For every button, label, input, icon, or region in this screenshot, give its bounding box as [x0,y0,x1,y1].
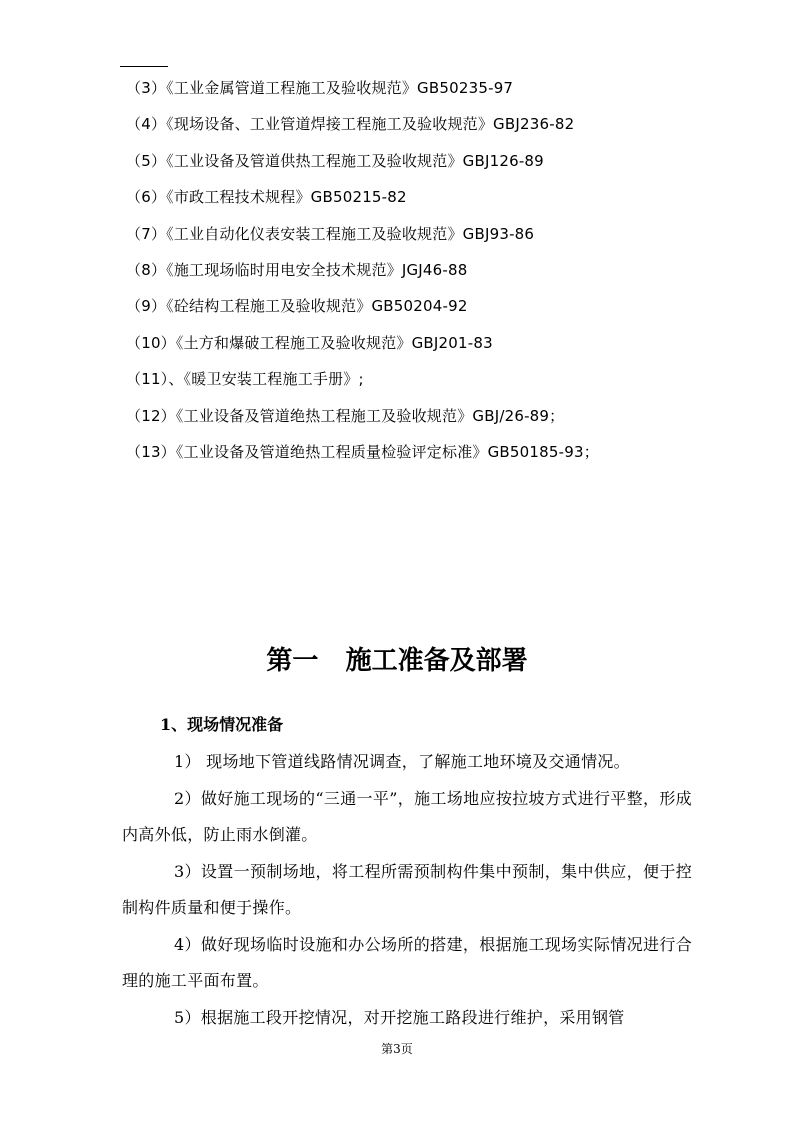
paragraph: 4）做好现场临时设施和办公场所的搭建，根据施工现场实际情况进行合理的施工平面布置。 [122,935,692,990]
page-number: 第3页 [381,1042,413,1056]
section-heading: 1、现场情况准备 [160,715,284,734]
reference-list [126,70,599,470]
reference-item: （4）《现场设备、工业管道焊接工程施工及验收规范》GBJ236-82 [126,115,575,134]
top-rule [120,66,168,67]
reference-item: （5）《工业设备及管道供热工程施工及验收规范》GBJ126-89 [126,151,544,170]
paragraph: 3）设置一预制场地，将工程所需预制构件集中预制，集中供应，便于控制构件质量和便于操作。 [122,862,692,917]
paragraph: 5）根据施工段开挖情况，对开挖施工路段进行维护，采用钢管 [174,1008,625,1027]
reference-item: （6）《市政工程技术规程》GB50215-82 [126,188,407,207]
reference-item: （8）《施工现场临时用电安全技术规范》JGJ46-88 [126,260,468,279]
reference-item: （3）《工业金属管道工程施工及验收规范》GB50235-97 [126,79,514,97]
paragraph: 1） 现场地下管道线路情况调查，了解施工地环境及交通情况。 [174,752,630,771]
reference-item: （7）《工业自动化仪表安装工程施工及验收规范》GBJ93-86 [126,224,535,243]
reference-item: （9）《砼结构工程施工及验收规范》GB50204-92 [126,297,468,316]
reference-item: （11）、《暖卫安装工程施工手册》; [126,370,364,389]
reference-item: （10）《土方和爆破工程施工及验收规范》GBJ201-83 [126,333,493,352]
chapter-title: 第一 施工准备及部署 [266,646,528,676]
reference-item: （12）《工业设备及管道绝热工程施工及验收规范》GBJ/26-89； [126,406,565,425]
paragraph: 2）做好施工现场的“三通一平”，施工场地应按拉坡方式进行平整，形成内高外低，防止雨水倒灌。 [122,789,692,844]
reference-item: （13）《工业设备及管道绝热工程质量检验评定标准》GB50185-93； [126,442,599,461]
